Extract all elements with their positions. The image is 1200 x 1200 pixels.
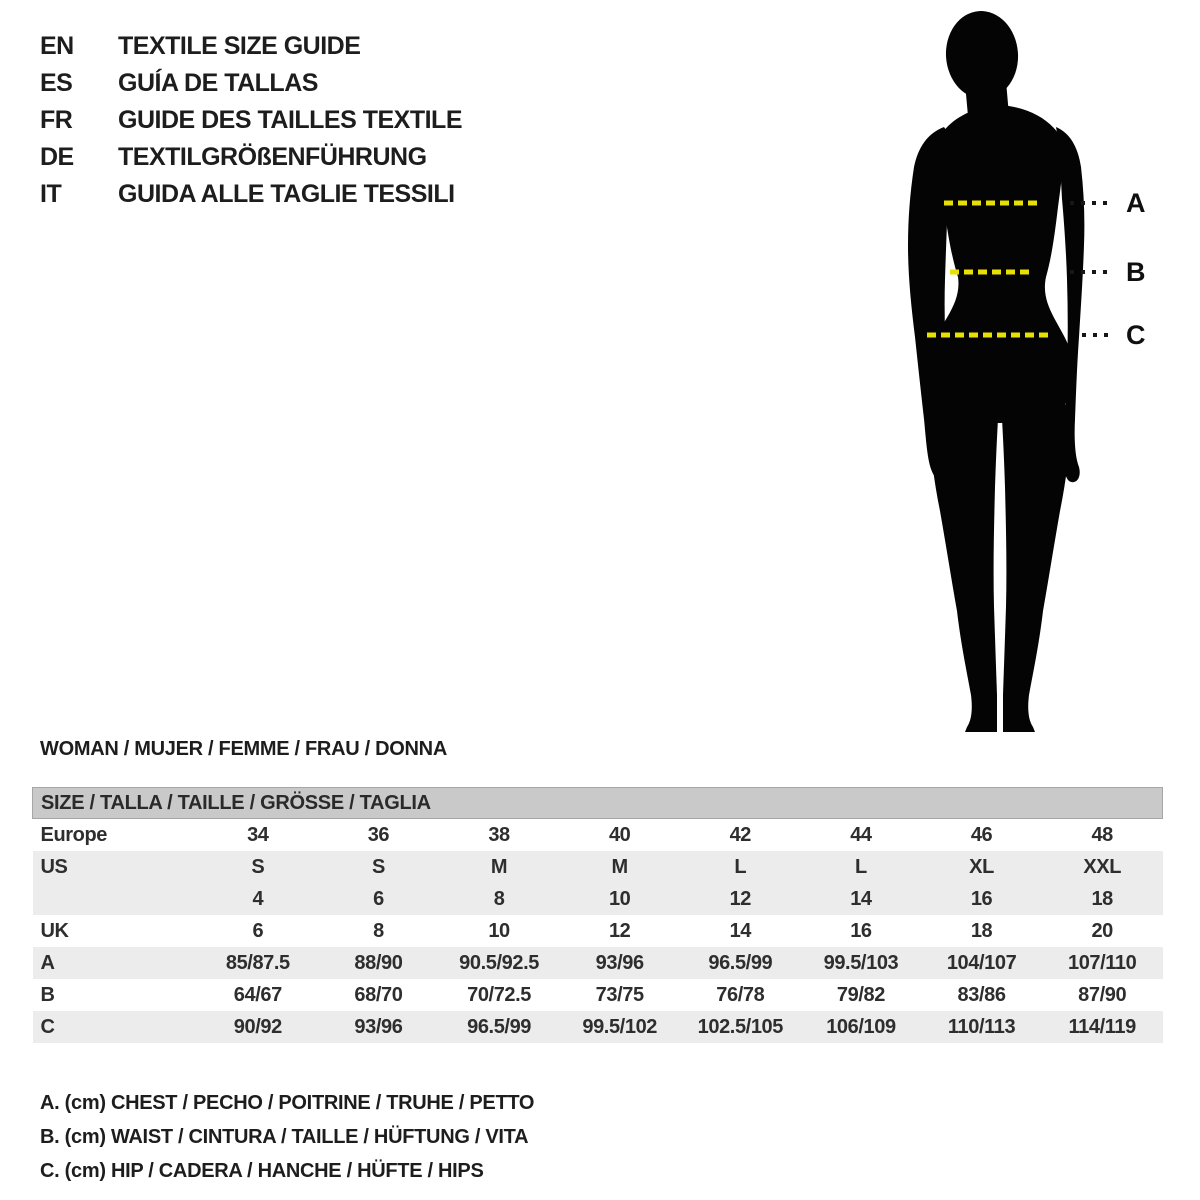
table-cell: 99.5/102 — [559, 1011, 680, 1043]
size-table — [32, 787, 1163, 1043]
table-cell: 88/90 — [318, 947, 439, 979]
size-table-body — [33, 819, 1163, 1044]
table-row-label: Europe — [40, 823, 107, 846]
table-cell: 8 — [373, 919, 384, 942]
table-cell: 14 — [801, 883, 922, 915]
table-cell: 110/113 — [921, 1011, 1042, 1043]
table-cell: 18 — [1042, 883, 1163, 915]
measurement-legend — [40, 1086, 534, 1188]
table-cell: 42 — [729, 823, 752, 846]
table-cell: 106/109 — [801, 1011, 922, 1043]
table-cell: 90/92 — [198, 1011, 319, 1043]
language-code: DE — [40, 143, 74, 171]
table-cell: 83/86 — [957, 983, 1006, 1006]
table-row-label: B — [40, 983, 55, 1006]
table-cell: 20 — [1091, 919, 1113, 942]
table-cell: 16 — [850, 919, 872, 942]
language-title: GUIDE DES TAILLES TEXTILE — [118, 106, 463, 134]
table-cell: 10 — [488, 919, 510, 942]
table-cell: 114/119 — [1042, 1011, 1163, 1043]
woman-silhouette-svg — [870, 5, 1170, 735]
table-cell: 46 — [970, 823, 993, 846]
legend-line: C. (cm) HIP / CADERA / HANCHE / HÜFTE / HIPS — [40, 1160, 484, 1182]
legend-line: A. (cm) CHEST / PECHO / POITRINE / TRUHE / PETTO — [40, 1092, 535, 1114]
table-cell: M — [559, 851, 680, 883]
woman-silhouette — [908, 9, 1084, 732]
table-cell: 34 — [247, 823, 269, 846]
language-title: TEXTILE SIZE GUIDE — [118, 32, 361, 60]
language-row — [40, 176, 462, 213]
size-table-header: SIZE / TALLA / TAILLE / GRÖSSE / TAGLIA — [33, 788, 1163, 819]
table-row — [33, 851, 1163, 883]
table-cell: 104/107 — [921, 947, 1042, 979]
table-row-label: UK — [40, 919, 69, 942]
table-cell: M — [439, 851, 560, 883]
table-cell: 40 — [608, 823, 631, 846]
table-row — [33, 819, 1163, 852]
table-cell: 64/67 — [233, 983, 282, 1006]
language-row — [40, 28, 462, 65]
table-row-label: A — [33, 947, 198, 979]
table-cell: 36 — [367, 823, 390, 846]
language-row — [40, 102, 462, 139]
table-cell: 79/82 — [836, 983, 885, 1006]
marker-label-c: C — [1126, 320, 1146, 350]
table-cell: 85/87.5 — [198, 947, 319, 979]
table-cell: 12 — [680, 883, 801, 915]
table-cell: 18 — [970, 919, 993, 942]
table-row — [33, 1011, 1163, 1043]
table-cell: 96.5/99 — [680, 947, 801, 979]
language-code: IT — [40, 180, 62, 208]
table-cell: 87/90 — [1078, 983, 1127, 1006]
table-cell: 96.5/99 — [439, 1011, 560, 1043]
language-title: GUIDA ALLE TAGLIE TESSILI — [118, 180, 455, 208]
table-cell: 6 — [318, 883, 439, 915]
table-cell: 48 — [1091, 823, 1113, 846]
table-cell: S — [198, 851, 319, 883]
table-cell: L — [680, 851, 801, 883]
table-row-label: C — [33, 1011, 198, 1043]
table-cell: XL — [921, 851, 1042, 883]
table-cell: 93/96 — [318, 1011, 439, 1043]
table-cell: S — [318, 851, 439, 883]
figure-area — [870, 5, 1170, 735]
table-row — [33, 883, 1163, 915]
marker-label-b: B — [1126, 257, 1146, 287]
language-title: GUÍA DE TALLAS — [118, 69, 318, 97]
language-row — [40, 65, 462, 102]
language-code: ES — [40, 69, 73, 97]
table-row-label: US — [33, 851, 198, 883]
silhouette-right-leg — [1002, 403, 1070, 732]
table-cell: 73/75 — [595, 983, 644, 1006]
table-cell: 102.5/105 — [680, 1011, 801, 1043]
language-code: FR — [40, 106, 73, 134]
table-cell: 14 — [729, 919, 752, 942]
table-cell: L — [801, 851, 922, 883]
table-row — [33, 979, 1163, 1011]
table-cell: 68/70 — [354, 983, 403, 1006]
table-cell: 99.5/103 — [801, 947, 922, 979]
language-code: EN — [40, 32, 74, 60]
table-cell: 6 — [252, 919, 264, 942]
table-cell: 70/72.5 — [467, 983, 532, 1006]
table-cell: 93/96 — [559, 947, 680, 979]
language-title: TEXTILGRÖßENFÜHRUNG — [118, 143, 427, 171]
legend-line: B. (cm) WAIST / CINTURA / TAILLE / HÜFTUNG / VITA — [40, 1126, 529, 1148]
table-cell: 90.5/92.5 — [439, 947, 560, 979]
language-row — [40, 139, 462, 176]
table-cell: 44 — [850, 823, 872, 846]
table-cell: 16 — [921, 883, 1042, 915]
table-cell: 12 — [608, 919, 631, 942]
table-cell: 38 — [488, 823, 510, 846]
language-list — [40, 28, 462, 213]
table-cell: 8 — [439, 883, 560, 915]
size-table-header-row — [33, 788, 1163, 819]
table-row — [33, 947, 1163, 979]
table-cell: 107/110 — [1042, 947, 1163, 979]
marker-label-a: A — [1126, 188, 1146, 218]
table-cell: 76/78 — [716, 983, 765, 1006]
table-row — [33, 915, 1163, 947]
table-cell: 4 — [198, 883, 319, 915]
table-cell: XXL — [1042, 851, 1163, 883]
table-cell: 10 — [559, 883, 680, 915]
silhouette-left-leg — [930, 403, 998, 732]
table-row-label — [33, 883, 198, 915]
section-title: WOMAN / MUJER / FEMME / FRAU / DONNA — [40, 738, 447, 760]
